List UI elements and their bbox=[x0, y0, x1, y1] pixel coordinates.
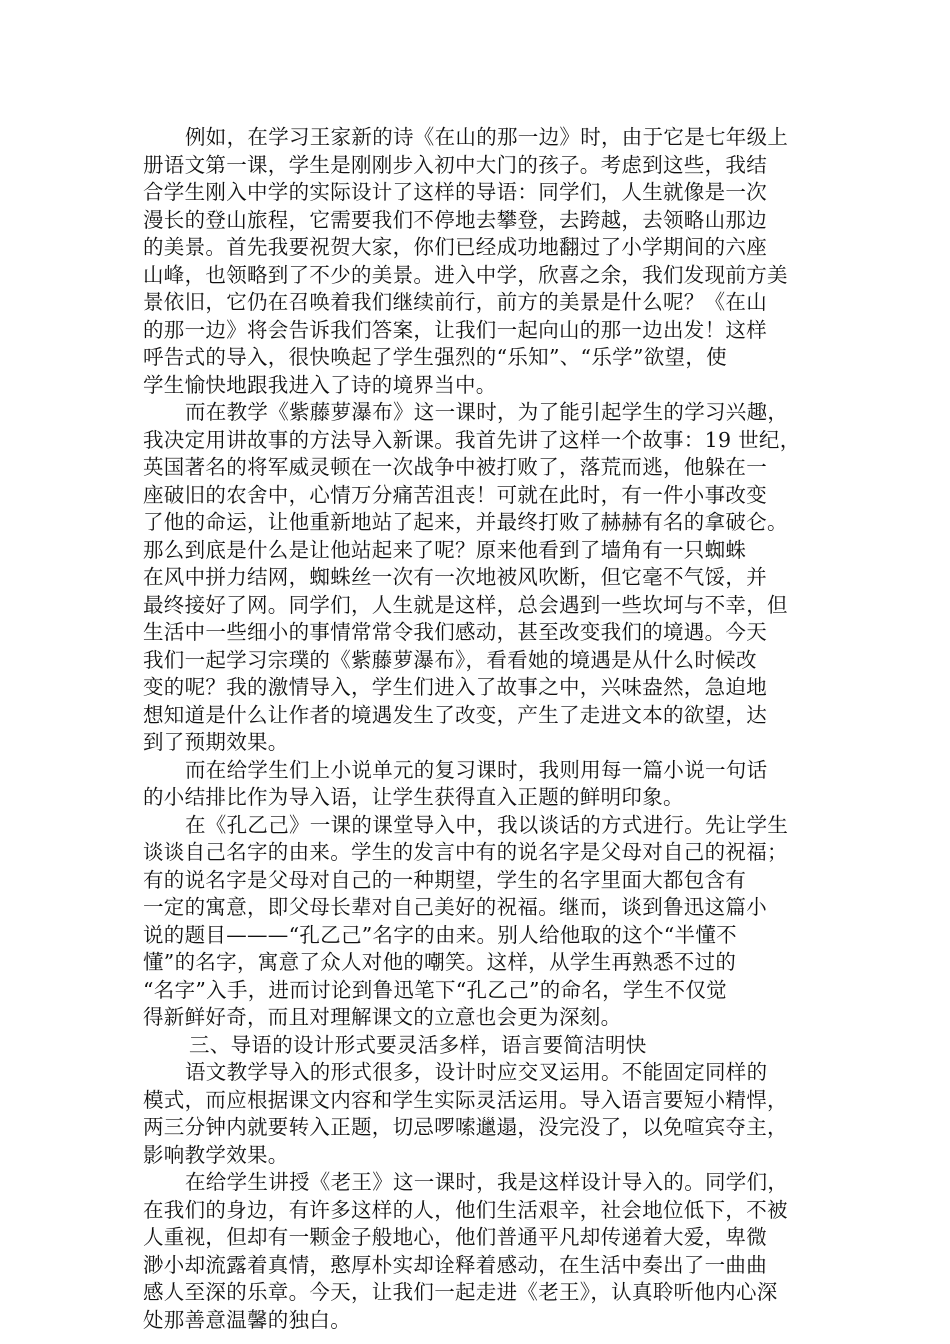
paragraph-line: 两三分钟内就要转入正题，切忌啰嗦邋遢，没完没了，以免喧宾夺主， bbox=[143, 1115, 788, 1139]
paragraph-line: 语文教学导入的形式很多，设计时应交叉运用。不能固定同样的 bbox=[185, 1060, 768, 1084]
paragraph-line: 合学生刚入中学的实际设计了这样的导语：同学们，人生就像是一次 bbox=[143, 180, 767, 204]
paragraph-line: 处那善意温馨的独白。 bbox=[143, 1307, 351, 1332]
paragraph-line: 渺小却流露着真情，憨厚朴实却诠释着感动，在生活中奏出了一曲曲 bbox=[143, 1252, 767, 1277]
paragraph-line: 景依旧，它仍在召唤着我们继续前行，前方的美景是什么呢？《在山 bbox=[143, 290, 767, 314]
paragraph-line: 在给学生讲授《老王》这一课时，我是这样设计导入的。同学们， bbox=[185, 1170, 789, 1194]
paragraph-line: 生活中一些细小的事情常常令我们感动，甚至改变我们的境遇。今天 bbox=[143, 620, 767, 644]
paragraph-line: 的那一边》将会告诉我们答案，让我们一起向山的那一边出发！这样 bbox=[143, 317, 767, 342]
paragraph-line: 的美景。首先我要祝贺大家，你们已经成功地翻过了小学期间的六座 bbox=[143, 235, 767, 259]
section-heading: 三、导语的设计形式要灵活多样，语言要简洁明快 bbox=[189, 1032, 647, 1057]
paragraph-line: 说的题目———“孔乙己”名字的由来。别人给他取的这个“半懂不 bbox=[143, 922, 737, 947]
paragraph-line: 一定的寓意，即父母长辈对自己美好的祝福。继而，谈到鲁迅这篇小 bbox=[143, 895, 767, 919]
paragraph-line: 在风中拼力结网，蜘蛛丝一次有一次地被风吹断，但它毫不气馁，并 bbox=[143, 565, 767, 589]
paragraph-line: 模式，而应根据课文内容和学生实际灵活运用。导入语言要短小精悍， bbox=[143, 1087, 788, 1112]
paragraph-line: 懂”的名字，寓意了众人对他的嘲笑。这样，从学生再熟悉不过的 bbox=[143, 950, 737, 974]
paragraph-line: 在《孔乙己》一课的课堂导入中，我以谈话的方式进行。先让学生 bbox=[185, 812, 789, 837]
paragraph-line: 想知道是什么让作者的境遇发生了改变，产生了走进文本的欲望，达 bbox=[143, 702, 767, 727]
paragraph-line: 例如，在学习王家新的诗《在山的那一边》时，由于它是七年级上 bbox=[185, 125, 789, 149]
paragraph-line: 山峰，也领略到了不少的美景。进入中学，欣喜之余，我们发现前方美 bbox=[143, 262, 788, 287]
paragraph-line: 到了预期效果。 bbox=[143, 730, 289, 754]
paragraph-line: 人重视，但却有一颗金子般地心，他们普通平凡却传递着大爱，卑微 bbox=[143, 1225, 767, 1249]
paragraph-line: 了他的命运，让他重新地站了起来，并最终打败了赫赫有名的拿破仑。 bbox=[143, 510, 788, 534]
paragraph-line: 而在给学生们上小说单元的复习课时，我则用每一篇小说一句话 bbox=[185, 757, 768, 782]
document-body bbox=[143, 124, 809, 1334]
paragraph-line: 我决定用讲故事的方法导入新课。我首先讲了这样一个故事：19 世纪， bbox=[143, 427, 801, 452]
paragraph-line: 座破旧的农舍中，心情万分痛苦沮丧！可就在此时，有一件小事改变 bbox=[143, 482, 767, 507]
paragraph-line: 我们一起学习宗璞的《紫藤萝瀑布》，看看她的境遇是从什么时候改 bbox=[143, 647, 757, 672]
paragraph-line: 而在教学《紫藤萝瀑布》这一课时，为了能引起学生的学习兴趣， bbox=[185, 400, 789, 424]
paragraph-line: 谈谈自己名字的由来。学生的发言中有的说名字是父母对自己的祝福； bbox=[143, 840, 788, 864]
paragraph-line: 影响教学效果。 bbox=[143, 1142, 289, 1167]
paragraph-line: 漫长的登山旅程，它需要我们不停地去攀登，去跨越，去领略山那边 bbox=[143, 207, 767, 232]
paragraph-line: 册语文第一课，学生是刚刚步入初中大门的孩子。考虑到这些，我结 bbox=[143, 152, 767, 177]
paragraph-line: 变的呢？我的激情导入，学生们进入了故事之中，兴味盎然，急迫地 bbox=[143, 675, 767, 699]
paragraph-line: 在我们的身边，有许多这样的人，他们生活艰辛，社会地位低下，不被 bbox=[143, 1197, 788, 1222]
paragraph-line: 感人至深的乐章。今天，让我们一起走进《老王》，认真聆听他内心深 bbox=[143, 1280, 778, 1304]
paragraph-line: 最终接好了网。同学们，人生就是这样，总会遇到一些坎坷与不幸，但 bbox=[143, 592, 788, 617]
paragraph-line: 学生愉快地跟我进入了诗的境界当中。 bbox=[143, 372, 497, 397]
paragraph-line: 呼告式的导入，很快唤起了学生强烈的“乐知”、“乐学”欲望，使 bbox=[143, 345, 727, 369]
paragraph-line: “名字”入手，进而讨论到鲁迅笔下“孔乙己”的命名，学生不仅觉 bbox=[143, 977, 727, 1002]
paragraph-line: 英国著名的将军威灵顿在一次战争中被打败了，落荒而逃，他躲在一 bbox=[143, 455, 767, 479]
paragraph-line: 的小结排比作为导入语，让学生获得直入正题的鲜明印象。 bbox=[143, 785, 684, 809]
paragraph-line: 有的说名字是父母对自己的一种期望，学生的名字里面大都包含有 bbox=[143, 867, 747, 892]
paragraph-line: 那么到底是什么是让他站起来了呢？原来他看到了墙角有一只蜘蛛 bbox=[143, 537, 747, 562]
paragraph-line: 得新鲜好奇，而且对理解课文的立意也会更为深刻。 bbox=[143, 1005, 622, 1029]
